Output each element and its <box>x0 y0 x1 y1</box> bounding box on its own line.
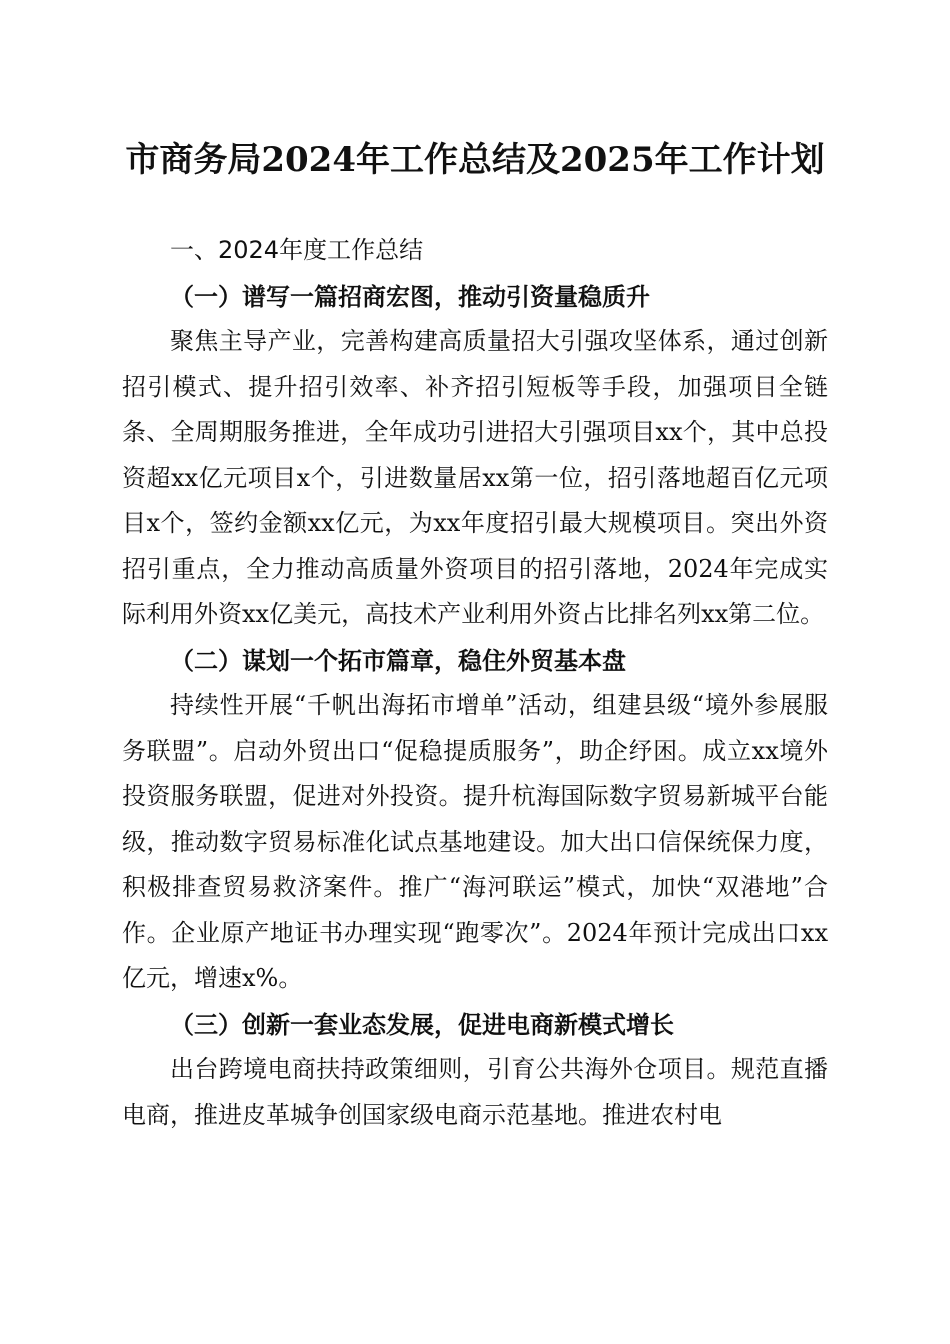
subsection-heading: （三）创新一套业态发展，促进电商新模式增长 <box>170 1009 674 1039</box>
section-heading: 一、2024年度工作总结 <box>170 236 424 264</box>
paragraph: 聚焦主导产业，完善构建高质量招大引强攻坚体系，通过创新招引模式、提升招引效率、补齐招引短板等手段，加强项目全链条、全周期服务推进，全年成功引进招大引强项目xx个，其中总投资超xx亿元项目x个，引进数量居xx第一位，招引落地超百亿元项目x个，签约金额xx亿元，为xx年度招引最大规模项目。突出外资招引重点，全力推动高质量外资项目的招引落地，2024年完成实际利用外资xx亿美元，高技术产业利用外资占比排名列xx第二位。 <box>122 327 828 628</box>
document-body <box>122 228 828 1138</box>
subsection-heading: （一）谱写一篇招商宏图，推动引资量稳质升 <box>170 281 650 311</box>
paragraph: 持续性开展“千帆出海拓市增单”活动，组建县级“境外参展服务联盟”。启动外贸出口“促稳提质服务”，助企纾困。成立xx境外投资服务联盟，促进对外投资。提升杭海国际数字贸易新城平台能级，推动数字贸易标准化试点基地建设。加大出口信保统保力度，积极排查贸易救济案件。推广“海河联运”模式，加快“双港地”合作。企业原产地证书办理实现“跑零次”。2024年预计完成出口xx亿元，增速x%。 <box>122 691 828 992</box>
paragraph: 出台跨境电商扶持政策细则，引育公共海外仓项目。规范直播电商，推进皮革城争创国家级电商示范基地。推进农村电 <box>122 1055 828 1129</box>
document-title: 市商务局2024年工作总结及2025年工作计划 <box>125 140 825 180</box>
subsection-heading: （二）谋划一个拓市篇章，稳住外贸基本盘 <box>170 645 626 675</box>
